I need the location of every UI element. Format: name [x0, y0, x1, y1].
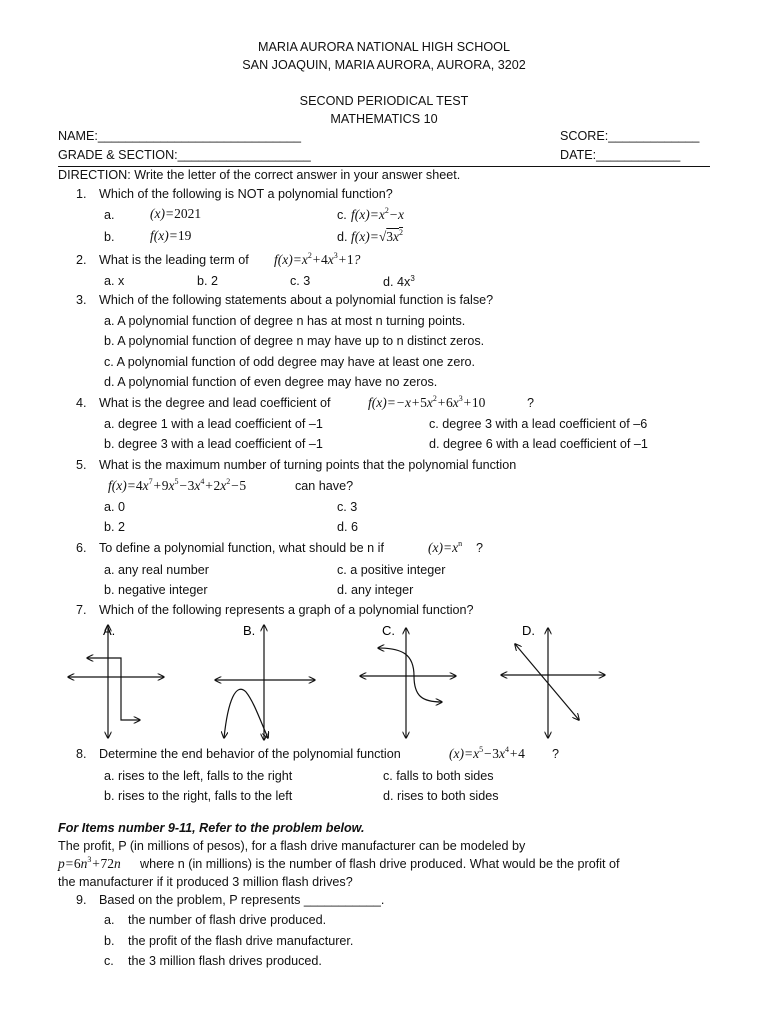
q5-option-d: d. 6: [337, 520, 359, 534]
q4-question: What is the degree and lead coefficient of: [99, 396, 331, 410]
q1-option-c-label: c.: [337, 208, 347, 222]
q5-question-tail: can have?: [295, 479, 354, 493]
q3-option-a: a. A polynomial function of degree n has at most n turning points.: [104, 314, 466, 328]
q6-option-d: d. any integer: [337, 583, 414, 597]
q2-option-c: c. 3: [290, 274, 311, 288]
graph-b: [210, 620, 320, 745]
name-field[interactable]: NAME:_____________________________: [58, 129, 302, 143]
q1-option-d-math: $f(x)=√3x^2$: [351, 228, 404, 244]
graph-b-label: B.: [243, 623, 256, 638]
q5-number: 5.: [76, 458, 87, 472]
graph-a: [60, 620, 170, 745]
q9-option-b-label: b.: [104, 934, 115, 948]
q2-math: $f(x)=x^2+4x^3+1$?: [274, 251, 361, 267]
q2-number: 2.: [76, 253, 87, 267]
graph-c: [352, 620, 462, 745]
q9-option-c-label: c.: [104, 954, 114, 968]
q8-question: Determine the end behavior of the polynomial function: [99, 747, 401, 761]
q5-option-b: b. 2: [104, 520, 126, 534]
q9-number: 9.: [76, 893, 87, 907]
q3-question: Which of the following statements about a polynomial function is false?: [99, 293, 494, 307]
test-title: SECOND PERIODICAL TEST: [299, 94, 469, 108]
q9-option-c: the 3 million flash drives produced.: [128, 954, 322, 968]
problem-heading: For Items number 9-11, Refer to the problem below.: [58, 821, 365, 835]
date-field[interactable]: DATE:____________: [560, 148, 681, 162]
q4-question-mark: ?: [527, 396, 535, 410]
q4-option-a: a. degree 1 with a lead coefficient of –1: [104, 417, 323, 431]
q9-option-b: the profit of the flash drive manufacturer.: [128, 934, 354, 948]
graph-d: [495, 620, 610, 745]
q1-option-c-math: $f(x)=x^2-x$: [351, 206, 404, 222]
q8-option-c: c. falls to both sides: [383, 769, 494, 783]
school-name: MARIA AURORA NATIONAL HIGH SCHOOL: [258, 40, 510, 54]
q4-option-b: b. degree 3 with a lead coefficient of –1: [104, 437, 323, 451]
graph-c-label: C.: [382, 623, 395, 638]
q4-option-c: c. degree 3 with a lead coefficient of –6: [429, 417, 648, 431]
subject-title: MATHEMATICS 10: [330, 112, 438, 126]
q9-option-a-label: a.: [104, 913, 115, 927]
q8-option-a: a. rises to the left, falls to the right: [104, 769, 293, 783]
q6-math: $(x)=x^n$: [428, 539, 463, 555]
direction-text: DIRECTION: Write the letter of the correct answer in your answer sheet.: [58, 168, 461, 182]
problem-formula: $p=6n^3+72n$: [58, 855, 121, 871]
q6-option-a: a. any real number: [104, 563, 210, 577]
q1-number: 1.: [76, 187, 87, 201]
graph-a-label: A.: [103, 623, 116, 638]
q1-option-b-label: b.: [104, 230, 115, 244]
q6-number: 6.: [76, 541, 87, 555]
q2-option-d: d. $4x^3$: [383, 274, 415, 289]
q9-question: Based on the problem, P represents ___________.: [99, 893, 385, 907]
q8-question-mark: ?: [552, 747, 560, 761]
q7-number: 7.: [76, 603, 87, 617]
problem-line-2: where n (in millions) is the number of flash drive produced. What would be the profit of: [140, 857, 620, 871]
q1-question: Which of the following is NOT a polynomial function?: [99, 187, 393, 201]
q8-option-d: d. rises to both sides: [383, 789, 499, 803]
q3-option-b: b. A polynomial function of degree n may have up to n distinct zeros.: [104, 334, 485, 348]
q2-option-b: b. 2: [197, 274, 219, 288]
q4-option-d: d. degree 6 with a lead coefficient of –1: [429, 437, 648, 451]
q9-option-a: the number of flash drive produced.: [128, 913, 327, 927]
graph-d-label: D.: [522, 623, 535, 638]
q1-option-b-math: f(x)=19: [150, 228, 192, 243]
q8-math: $(x)=x^5-3x^4+4$: [449, 745, 525, 761]
q6-question: To define a polynomial function, what should be n if: [99, 541, 384, 555]
score-field[interactable]: SCORE:_____________: [560, 129, 700, 143]
q3-option-d: d. A polynomial function of even degree may have no zeros.: [104, 375, 438, 389]
q6-option-c: c. a positive integer: [337, 563, 446, 577]
q6-question-mark: ?: [476, 541, 484, 555]
q4-number: 4.: [76, 396, 87, 410]
problem-line-3: the manufacturer if it produced 3 million flash drives?: [58, 875, 353, 889]
q2-question: What is the leading term of: [99, 253, 249, 267]
q5-math: $f(x)=4x^7+9x^5-3x^4+2x^2-5$: [108, 477, 247, 493]
q1-option-a-label: a.: [104, 208, 115, 222]
q5-option-c: c. 3: [337, 500, 358, 514]
q8-option-b: b. rises to the right, falls to the left: [104, 789, 293, 803]
q6-option-b: b. negative integer: [104, 583, 208, 597]
school-address: SAN JOAQUIN, MARIA AURORA, AURORA, 3202: [242, 58, 526, 72]
q3-option-c: c. A polynomial function of odd degree may have at least one zero.: [104, 355, 476, 369]
q4-math: $f(x)=-x+5x^2+6x^3+10$: [368, 394, 486, 410]
grade-section-field[interactable]: GRADE & SECTION:___________________: [58, 148, 311, 162]
q8-number: 8.: [76, 747, 87, 761]
q1-option-d-label: d.: [337, 230, 348, 244]
q3-number: 3.: [76, 293, 87, 307]
q5-option-a: a. 0: [104, 500, 126, 514]
q1-option-a-math: (x)=2021: [150, 206, 202, 221]
q7-question: Which of the following represents a graph of a polynomial function?: [99, 603, 474, 617]
q5-question: What is the maximum number of turning points that the polynomial function: [99, 458, 517, 472]
q2-option-a: a. x: [104, 274, 125, 288]
problem-line-1: The profit, P (in millions of pesos), for a flash drive manufacturer can be modeled by: [58, 839, 526, 853]
header-divider: [58, 166, 710, 167]
